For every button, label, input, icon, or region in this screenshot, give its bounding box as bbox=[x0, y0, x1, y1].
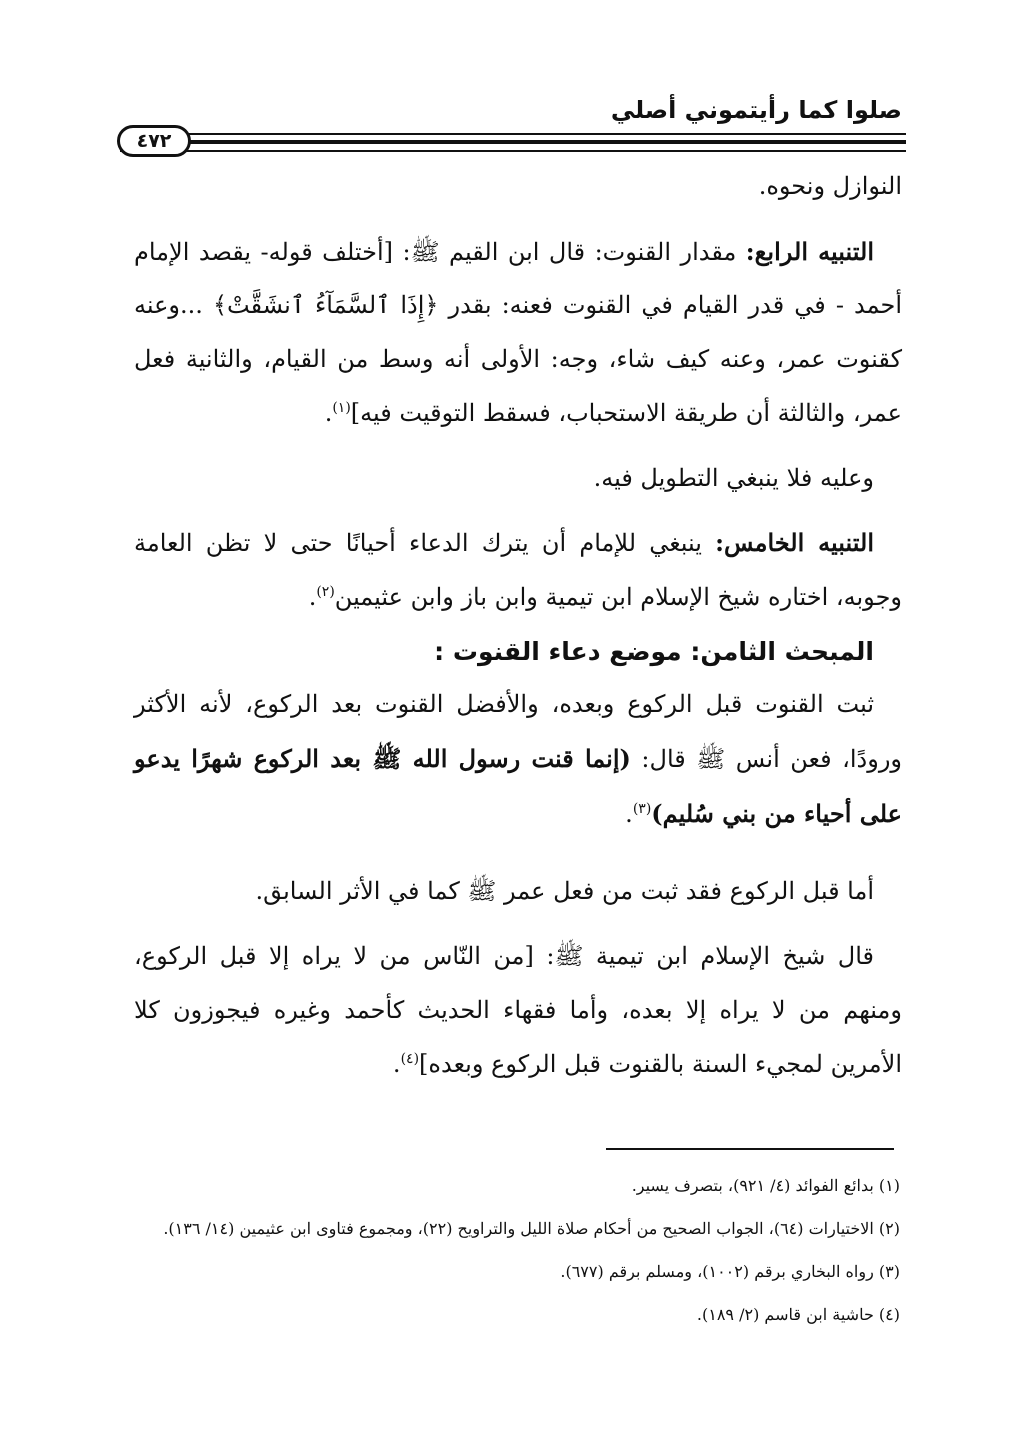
footnote-1: (١) بدائع الفوائد (٤/ ٩٢١)، بتصرف يسير. bbox=[631, 1176, 900, 1195]
paragraph-5: ثبت القنوت قبل الركوع وبعده، والأفضل القنوت بعد الركوع، لأنه الأكثر ورودًا، فعن أنس ﷺ قال: (إنما قنت رسول الله ﷺ بعد الركوع شهرًا يدعو على أحياء من بني سُليم)$^{(٣)}$. bbox=[134, 690, 902, 828]
note-4-text: مقدار القنوت: قال ابن القيم ﷺ: [أختلف قوله- يقصد الإمام أحمد - في قدر القيام في القنوت فعنه: بقدر ﴿إِذَا ٱلسَّمَآءُ ٱنشَقَّتْ﴾ ...وعنه كقنوت عمر، وعنه كيف شاء، وجه: الأولى أنه وسط من القيام، والثانية فعل عمر، والثالثة أن طريقة الاستحباب، فسقط التوقيت فيه] bbox=[134, 237, 902, 427]
footnote-ref-3[interactable]: (٣) bbox=[632, 800, 652, 817]
footnote-ref-1[interactable]: (١) bbox=[332, 399, 351, 416]
footnote-3: (٣) رواه البخاري برقم (١٠٠٢)، ومسلم برقم (٦٧٧). bbox=[560, 1262, 900, 1281]
paragraph-7: قال شيخ الإسلام ابن تيمية ﷺ: [من النّاس من لا يراه إلا قبل الركوع، ومنهم من لا يراه إلا بعده، وأما فقهاء الحديث كأحمد وغيره فيجوزون كلا الأمرين لمجيء السنة بالقنوت قبل الركوع وبعده]$^{(٤)}$. bbox=[134, 942, 902, 1078]
section-heading: المبحث الثامن: موضع دعاء القنوت : bbox=[434, 636, 874, 666]
paragraph-3: وعليه فلا ينبغي التطويل فيه. bbox=[593, 463, 874, 492]
header-rule-thin bbox=[120, 133, 906, 135]
footnote-ref-4[interactable]: (٤) bbox=[400, 1050, 420, 1067]
header-rule-bottom bbox=[120, 150, 906, 152]
note-5-text: ينبغي للإمام أن يترك الدعاء أحيانًا حتى لا تظن العامة وجوبه، اختاره شيخ الإسلام ابن تيمية وابن باز وابن عثيمين bbox=[134, 529, 902, 611]
paragraph-4: التنبيه الخامس: ينبغي للإمام أن يترك الدعاء أحيانًا حتى لا تظن العامة وجوبه، اختاره شيخ الإسلام ابن تيمية وابن باز وابن عثيمين$^{(٢)}$. bbox=[134, 528, 902, 611]
main-text bbox=[134, 160, 902, 1091]
note-5-label: التنبيه الخامس: bbox=[715, 528, 874, 558]
footnote-2: (٢) الاختيارات (٦٤)، الجواب الصحيح من أحكام صلاة الليل والتراويح (٢٢)، ومجموع فتاوى ابن عثيمين (١٤/ ١٣٦). bbox=[163, 1219, 900, 1238]
hadith-quote: (إنما قنت رسول الله ﷺ بعد الركوع شهرًا يدعو على أحياء من بني سُليم) bbox=[134, 744, 902, 828]
footnote-ref-2[interactable]: (٢) bbox=[316, 583, 335, 600]
running-header-title: صلوا كما رأيتموني أصلي bbox=[610, 96, 902, 124]
paragraph-7-text: قال شيخ الإسلام ابن تيمية ﷺ: [من النّاس من لا يراه إلا قبل الركوع، ومنهم من لا يراه إلا بعده، وأما فقهاء الحديث كأحمد وغيره فيجوزون كلا الأمرين لمجيء السنة بالقنوت قبل الركوع وبعده] bbox=[134, 942, 902, 1078]
footnote-4: (٤) حاشية ابن قاسم (٢/ ١٨٩). bbox=[696, 1305, 900, 1324]
paragraph-6: أما قبل الركوع فقد ثبت من فعل عمر ﷺ كما في الأثر السابق. bbox=[255, 877, 874, 906]
paragraph-2: التنبيه الرابع: مقدار القنوت: قال ابن القيم ﷺ: [أختلف قوله- يقصد الإمام أحمد - في قدر القيام في القنوت فعنه: بقدر ﴿إِذَا ٱلسَّمَآءُ ٱنشَقَّتْ﴾ ...وعنه كقنوت عمر، وعنه كيف شاء، وجه: الأولى أنه وسط من القيام، والثانية فعل عمر، والثالثة أن طريقة الاستحباب، فسقط التوقيت فيه]$^{(١)}$. bbox=[134, 236, 902, 427]
paragraph-1: النوازل ونحوه. bbox=[758, 172, 902, 200]
footnote-separator bbox=[606, 1148, 894, 1150]
footnotes bbox=[130, 1164, 900, 1336]
note-4-label: التنبيه الرابع: bbox=[745, 236, 874, 266]
header-rule-thick bbox=[120, 140, 906, 144]
paragraph-5-text: ثبت القنوت قبل الركوع وبعده، والأفضل القنوت بعد الركوع، لأنه الأكثر ورودًا، فعن أنس ﷺ قال: bbox=[134, 690, 902, 774]
page-number-badge: ٤٧٢ bbox=[117, 125, 191, 157]
